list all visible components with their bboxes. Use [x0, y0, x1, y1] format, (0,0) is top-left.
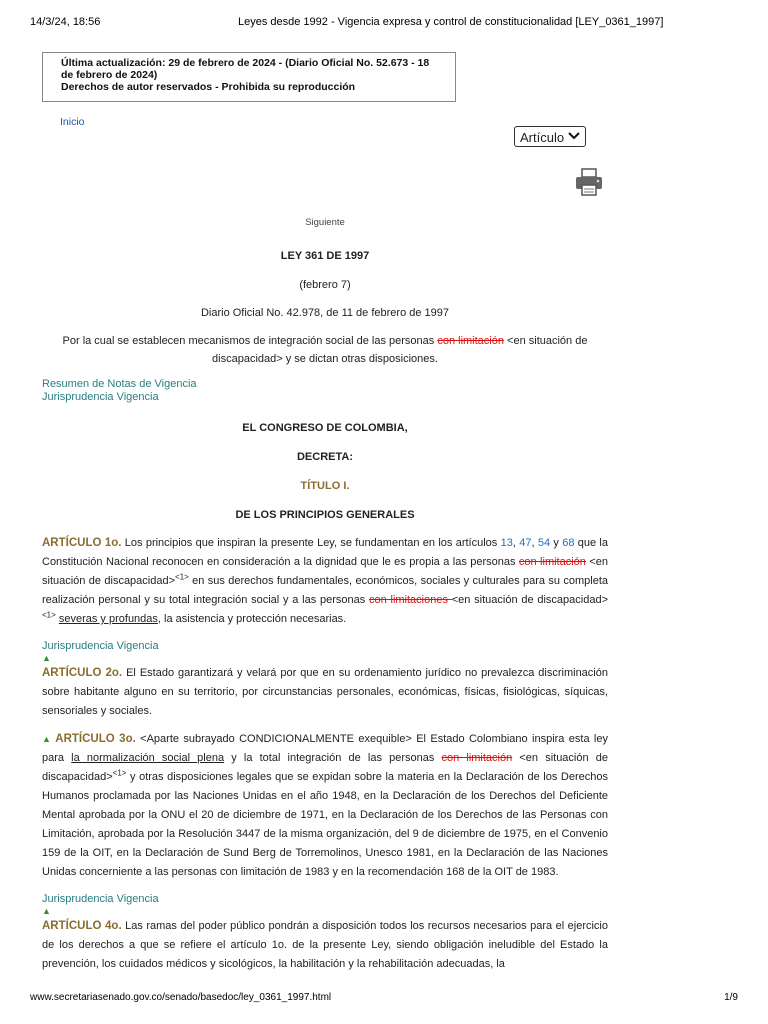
- law-date: (febrero 7): [299, 279, 351, 291]
- desc-text-2: <en situación de discapacidad> y se dictan otras disposiciones.: [212, 335, 588, 365]
- print-footer: [30, 992, 738, 1006]
- article-4: [42, 917, 608, 974]
- footnote-ref[interactable]: <1>: [175, 572, 189, 582]
- jurisprudencia-link-2[interactable]: Jurisprudencia Vigencia: [42, 640, 159, 652]
- article-3: [42, 730, 608, 882]
- page-url: www.secretariasenado.gov.co/senado/basedoc/ley_0361_1997.html: [30, 992, 332, 1003]
- diario-oficial: Diario Oficial No. 42.978, de 11 de febrero de 1997: [200, 307, 450, 319]
- arrow-up-icon[interactable]: ▲: [42, 653, 51, 663]
- article-text: Los principios que inspiran la presente Ley, se fundamentan en los artículos: [121, 537, 501, 549]
- article-link-68[interactable]: 68: [562, 537, 575, 549]
- article-text: <en situación de discapacidad>: [451, 594, 608, 606]
- article-select-value: Artículo: [520, 130, 565, 145]
- article-label: ARTÍCULO 4o.: [42, 920, 122, 932]
- article-text: El Estado garantizará y velará por que en su ordenamiento jurídico no prevalezca discriminación sobre habitante alguno en su territorio, por circunstancias personales, económicas, físicas, fisiológicas, síquicas, sensoriales y sociales.: [42, 667, 608, 717]
- footnote-ref[interactable]: <1>: [42, 610, 56, 620]
- law-document: [42, 214, 608, 974]
- article-link-47[interactable]: 47: [519, 537, 532, 549]
- article-text: <en situación de discapacidad>: [42, 752, 608, 783]
- notes-links: [42, 378, 608, 404]
- article-text: que la Constitución Nacional reconocen en consideración a la dignidad que le es propia a las personas: [42, 537, 608, 568]
- decreta-heading: DECRETA:: [296, 451, 353, 463]
- jurisprudencia-link[interactable]: Jurisprudencia Vigencia: [42, 391, 159, 403]
- article-text: <en situación de discapacidad>: [42, 556, 608, 587]
- article-label: ARTÍCULO 2o.: [42, 667, 123, 679]
- update-line-2: de febrero de 2024): [61, 69, 158, 81]
- jurisprudencia-link-3[interactable]: Jurisprudencia Vigencia: [42, 893, 159, 905]
- arrow-up-icon[interactable]: ▲: [42, 906, 51, 916]
- article-text: y: [550, 537, 563, 549]
- article-link-54[interactable]: 54: [537, 537, 551, 549]
- law-description: [42, 332, 608, 368]
- struck-text: con limitación: [437, 335, 504, 347]
- law-title: LEY 361 DE 1997: [280, 250, 370, 262]
- arrow-up-icon[interactable]: ▲: [42, 734, 51, 744]
- article-link-13[interactable]: 13: [500, 537, 513, 549]
- article-text: y otras disposiciones legales que se expidan sobre la materia en la Declaración de los Derechos Humanos proclamada por las Naciones Unidas en el año 1948, en la Declaración de los Derechos del Deficiente Mental aprobada por la ONU el 20 de diciembre de 1971, en la Declaración de los Derechos de las Personas con Limitación, aprobada por la Resolución 3447 de la misma organización, del 9 de diciembre de 1975, en el Convenio 159 de la OIT, en la Declaración de Sund Berg de Torremolinos, Unesco 1981, en la Declaración de las Naciones Unidas concerniente a las personas con limitación de 1983 y en la recomendación 168 de la OIT de 1983.: [42, 771, 608, 878]
- underlined-text: la normalización social plena: [71, 752, 225, 764]
- chevron-down-icon: [568, 127, 580, 148]
- article-select[interactable]: [514, 126, 586, 147]
- page-number: 1/9: [724, 992, 738, 1003]
- struck-text: con limitación: [441, 752, 513, 764]
- update-notice-box: [42, 52, 456, 102]
- print-date: 14/3/24, 18:56: [30, 16, 101, 28]
- titulo-heading: TÍTULO I.: [300, 480, 350, 492]
- article-text: <Aparte subrayado CONDICIONALMENTE exequible> El Estado Colombiano inspira esta ley para: [42, 733, 608, 764]
- desc-text: Por la cual se establecen mecanismos de integración social de las personas: [62, 335, 438, 347]
- printer-icon[interactable]: [574, 167, 604, 197]
- update-line-1: Última actualización: 29 de febrero de 2024 - (Diario Oficial No. 52.673 - 18: [61, 57, 430, 69]
- article-text: en sus derechos fundamentales, económicos, sociales y culturales para su completa realización personal y su total integración social y a las personas: [42, 575, 608, 606]
- article-text: y la total integración de las personas: [224, 752, 442, 764]
- congreso-heading: EL CONGRESO DE COLOMBIA,: [242, 422, 408, 434]
- article-text: Las ramas del poder público pondrán a disposición todos los recursos necesarios para el ejercicio de los derechos a que se refiere el artículo 1o. de la presente Ley, siendo obligación ineludible del Estado la prevención, los cuidados médicos y sicológicos, la habilitación y la rehabilitación adecuadas, la: [42, 920, 608, 970]
- article-text: , la asistencia y protección necesarias.: [157, 613, 347, 625]
- article-text: ,: [512, 537, 520, 549]
- article-2: [42, 664, 608, 721]
- print-page-title: Leyes desde 1992 - Vigencia expresa y control de constitucionalidad [LEY_0361_1997]: [238, 16, 664, 28]
- resumen-notas-link[interactable]: Resumen de Notas de Vigencia: [42, 378, 197, 390]
- article-1: [42, 534, 608, 629]
- principios-heading: DE LOS PRINCIPIOS GENERALES: [235, 509, 415, 521]
- copyright-line: Derechos de autor reservados - Prohibida su reproducción: [61, 81, 356, 93]
- footnote-ref[interactable]: <1>: [112, 768, 127, 778]
- article-text: ,: [531, 537, 538, 549]
- struck-text: con limitación: [518, 556, 586, 568]
- underlined-text: severas y profundas: [58, 613, 158, 625]
- inicio-link[interactable]: Inicio: [60, 116, 85, 128]
- print-header: [30, 16, 738, 32]
- struck-text: con limitaciones: [369, 594, 452, 606]
- article-label: ARTÍCULO 1o.: [42, 537, 122, 549]
- article-label: ARTÍCULO 3o.: [55, 733, 136, 745]
- siguiente-link[interactable]: Siguiente: [305, 217, 345, 228]
